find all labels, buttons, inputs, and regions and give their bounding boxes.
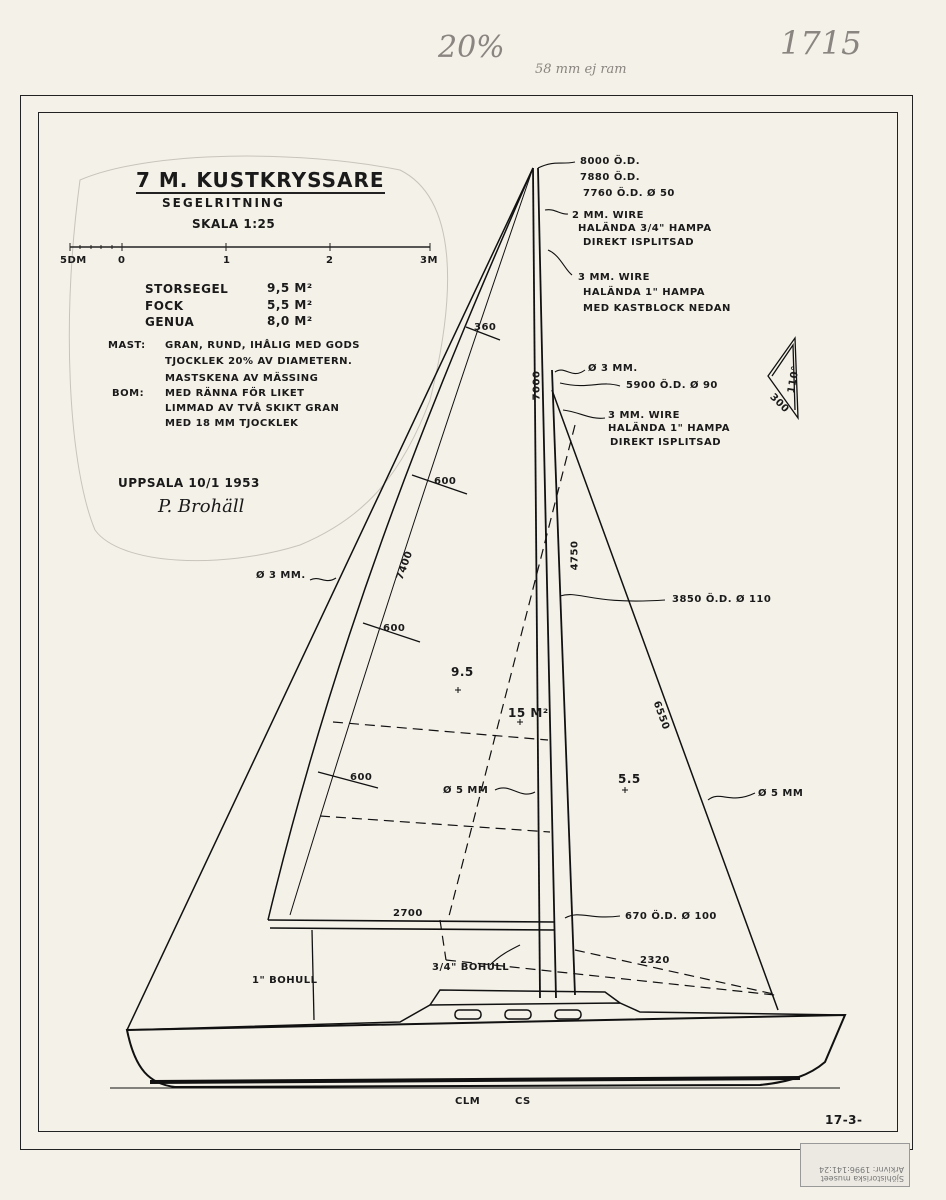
mast	[533, 168, 575, 998]
mast-spec-line-1: GRAN, RUND, IHÅLIG MED GODS	[165, 340, 360, 351]
scale-bar-label-1: 1	[223, 255, 231, 266]
mast-spec-line-2: TJOCKLEK 20% AV DIAMETERN.	[165, 356, 353, 367]
shroud-diameter-label: Ø 5 MM	[443, 785, 489, 796]
callout-3850: 3850 Ö.D. Ø 110	[672, 594, 772, 605]
mast-spec-label: MAST:	[108, 340, 146, 351]
porthole-1	[455, 1010, 481, 1019]
callout-5900: 5900 Ö.D. Ø 90	[626, 380, 718, 391]
forestay-length-label: 6550	[650, 699, 672, 732]
mast-4750-label: 4750	[569, 540, 581, 571]
archive-stamp	[800, 1143, 910, 1187]
pencil-percent-annotation: 20%	[438, 30, 505, 65]
scale-bar-label-2: 2	[326, 255, 334, 266]
forestay-diameter-label: Ø 5 MM	[758, 788, 804, 799]
callout-spliced-2: DIREKT ISPLITSAD	[610, 437, 722, 448]
batten-label-2: 600	[434, 476, 457, 487]
eyelet-1in-label: 1" BOHULL	[252, 975, 318, 986]
batten-label-1: 360	[474, 322, 497, 333]
pencil-number-annotation: 1715	[780, 24, 862, 62]
callout-halyard-34: HALÄNDА 3/4" HAMPA	[578, 223, 712, 234]
batten-label-4: 600	[350, 772, 373, 783]
total-area-label: 15 M²	[508, 706, 549, 720]
boom-spec-line-3: MED 18 MM TJOCKLEK	[165, 418, 299, 429]
hull-side	[127, 1015, 845, 1087]
callout-7760: 7760 Ö.D. Ø 50	[583, 188, 675, 199]
callout-8000: 8000 Ö.D.	[580, 156, 640, 167]
sail-area-name-1: STORSEGEL	[145, 282, 229, 296]
eyelet-34in-label: 3/4" BOHULL	[432, 962, 510, 973]
bracket-dim-label: 300	[767, 391, 791, 416]
clm-label: CLM	[455, 1096, 481, 1107]
drawing-subtitle: SEGELRITNING	[162, 196, 285, 210]
scale-bar-label-0: 0	[118, 255, 126, 266]
sail-area-name-3: GENUA	[145, 315, 195, 329]
mast-spec-line-3: MASTSKENA AV MÄSSING	[165, 373, 319, 384]
sail-area-value-3: 8,0 M²	[267, 314, 313, 328]
jib-foot-label: 2320	[640, 955, 670, 966]
cs-label: CS	[515, 1096, 531, 1107]
luff-length-label: 7400	[394, 549, 416, 582]
scale-bar-label-5dm: 5DM	[60, 255, 87, 266]
callout-spliced-1: DIREKT ISPLITSAD	[583, 237, 695, 248]
leaders	[310, 162, 755, 965]
bracket-angle-label: 110°	[786, 364, 802, 395]
callout-670: 670 Ö.D. Ø 100	[625, 911, 717, 922]
callout-dia-3mm: Ø 3 MM.	[588, 363, 638, 374]
boom-spec-label: BOM:	[112, 388, 145, 399]
stamp-line-1: Sjöhistoriska museet	[820, 1174, 904, 1183]
boom-length-label: 2700	[393, 908, 423, 919]
scale-bar	[70, 243, 430, 251]
callout-halyard-1-lower: HALÄNDА 1" HAMPA	[608, 423, 730, 434]
main-area-label: 9.5	[451, 665, 474, 679]
stamp-line-2: Arkivnr: 1996:141:24	[818, 1165, 904, 1174]
porthole-3	[555, 1010, 581, 1019]
hull	[110, 990, 845, 1088]
sail-area-value-2: 5,5 M²	[267, 298, 313, 312]
scale-bar-label-3m: 3M	[420, 255, 438, 266]
genoa	[127, 168, 533, 1030]
callout-wire-3mm: 3 MM. WIRE	[578, 272, 650, 283]
callout-halyard-1: HALÄNDА 1" HAMPA	[583, 287, 705, 298]
callout-wire-2mm: 2 MM. WIRE	[572, 210, 644, 221]
genoa-diameter-label: Ø 3 MM.	[256, 570, 306, 581]
sail-area-value-1: 9,5 M²	[267, 281, 313, 295]
callout-7880: 7880 Ö.D.	[580, 172, 640, 183]
boom-spec-line-2: LIMMAD AV TVÅ SKIKT GRAN	[165, 403, 340, 414]
signature: P. Brohäll	[158, 496, 245, 517]
boom-spec-line-1: MED RÄNNA FÖR LIKET	[165, 388, 305, 399]
drawing-scale: SKALA 1:25	[192, 217, 276, 231]
callout-wire-3mm-lower: 3 MM. WIRE	[608, 410, 680, 421]
sail-area-name-2: FOCK	[145, 299, 184, 313]
porthole-2	[505, 1010, 531, 1019]
boom	[268, 920, 555, 1020]
drawing-title: 7 M. KUSTKRYSSARE	[136, 168, 385, 192]
jib-area-label: 5.5	[618, 772, 641, 786]
pencil-note-annotation: 58 mm ej ram	[535, 62, 627, 77]
place-date: UPPSALA 10/1 1953	[118, 476, 260, 490]
sheet-number: 17-3-	[825, 1113, 863, 1127]
batten-label-3: 600	[383, 623, 406, 634]
callout-block: MED KASTBLOCK NEDAN	[583, 303, 731, 314]
mast-7000-label: 7000	[531, 370, 543, 401]
